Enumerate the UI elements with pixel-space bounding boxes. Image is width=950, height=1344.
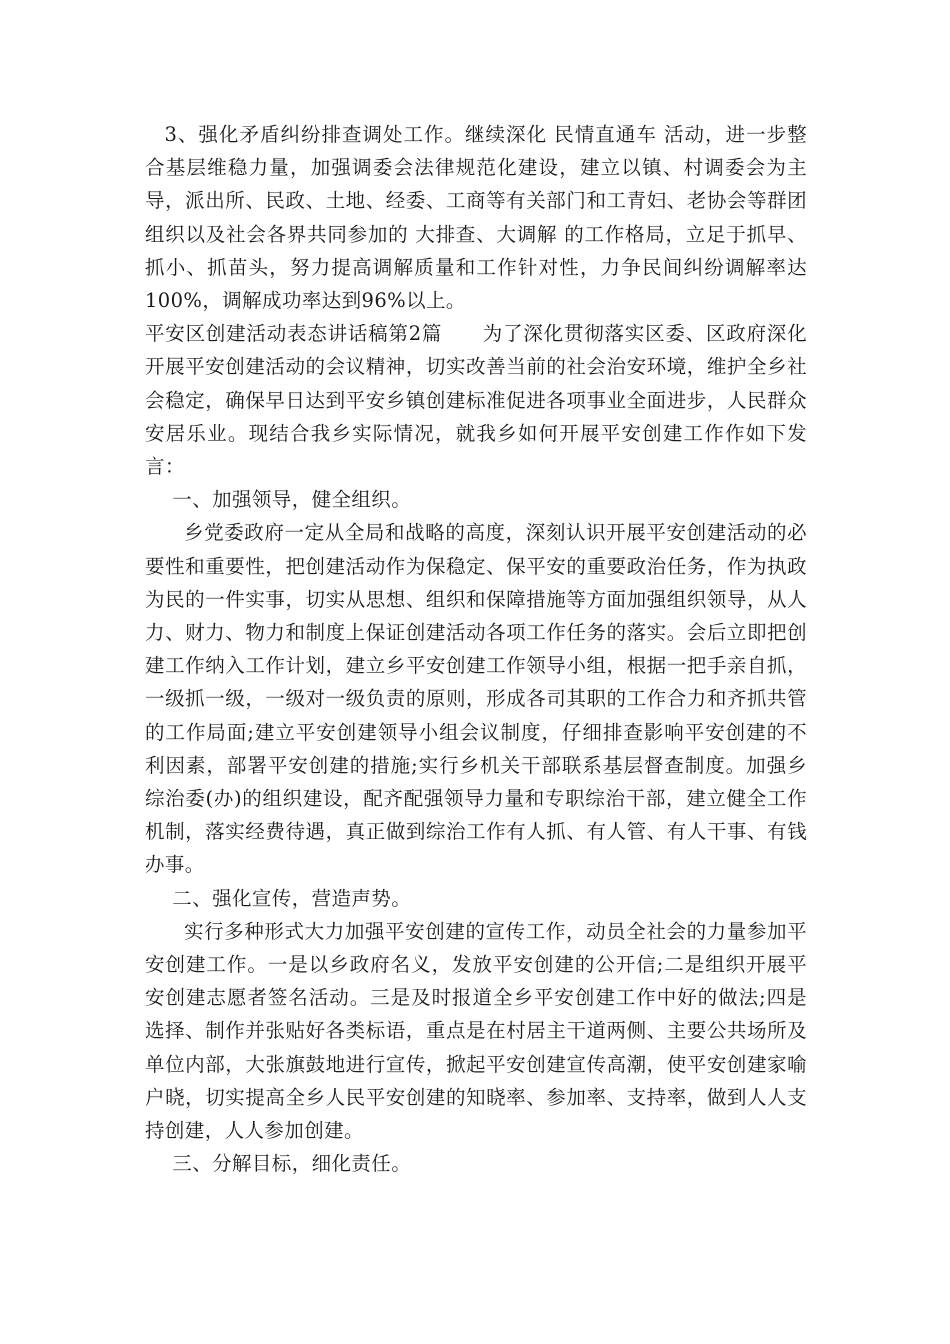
section-heading-leadership: 一、加强领导，健全组织。 bbox=[172, 488, 412, 512]
paragraph-publicity: 实行多种形式大力加强平安创建的宣传工作，动员全社会的力量参加平安创建工作。一是以乡政府名义，发放平安创建的公开信;二是组织开展平安创建志愿者签名活动。三是及时报道全乡平安创建工作中好的做法;四是选择、制作并张贴好各类标语，重点是在村居主干道两侧、主要公共场所及单位内部，大张旗鼓地进行宣传，掀起平安创建宣传高潮，使平安创建家喻户晓，切实提高全乡人民平安创建的知晓率、参加率、支持率，做到人人支持创建，人人参加创建。 bbox=[145, 919, 807, 1143]
paragraph-conflict-resolution: 3、强化矛盾纠纷排查调处工作。继续深化 民情直通车 活动，进一步整合基层维稳力量，加强调委会法律规范化建设，建立以镇、村调委会为主导，派出所、民政、土地、经委、工商等有关部门和工青妇、老协会等群团组织以及社会各界共同参加的 大排查、大调解 的工作格局，立足于抓早、抓小、抓苗头，努力提高调解质量和工作针对性，力争民间纠纷调解率达100%，调解成功率达到96%以上。 bbox=[145, 123, 807, 313]
paragraph-leadership: 乡党委政府一定从全局和战略的高度，深刻认识开展平安创建活动的必要性和重要性，把创建活动作为保稳定、保平安的重要政治任务，作为执政为民的一件实事，切实从思想、组织和保障措施等方面加强组织领导，从人力、财力、物力和制度上保证创建活动各项工作任务的落实。会后立即把创建工作纳入工作计划，建立乡平安创建工作领导小组，根据一把手亲自抓，一级抓一级，一级对一级负责的原则，形成各司其职的工作合力和齐抓共管的工作局面;建立平安创建领导小组会议制度，仔细排查影响平安创建的不利因素，部署平安创建的措施;实行乡机关干部联系基层督查制度。加强乡综治委(办)的组织建设，配齐配强领导力量和专职综治干部，建立健全工作机制，落实经费待遇，真正做到综治工作有人抓、有人管、有人干事、有钱办事。 bbox=[145, 521, 807, 877]
section-heading-publicity: 二、强化宣传，营造声势。 bbox=[172, 886, 412, 910]
section-heading-targets: 三、分解目标，细化责任。 bbox=[172, 1152, 412, 1176]
paragraph-speech-intro: 平安区创建活动表态讲话稿第2篇 为了深化贯彻落实区委、区政府深化开展平安创建活动的会议精神，切实改善当前的社会治安环境，维护全乡社会稳定，确保早日达到平安乡镇创建标准促进各项事业全面进步，人民群众安居乐业。现结合我乡实际情况，就我乡如何开展平安创建工作作如下发言： bbox=[145, 322, 807, 479]
document-body bbox=[145, 118, 807, 1181]
